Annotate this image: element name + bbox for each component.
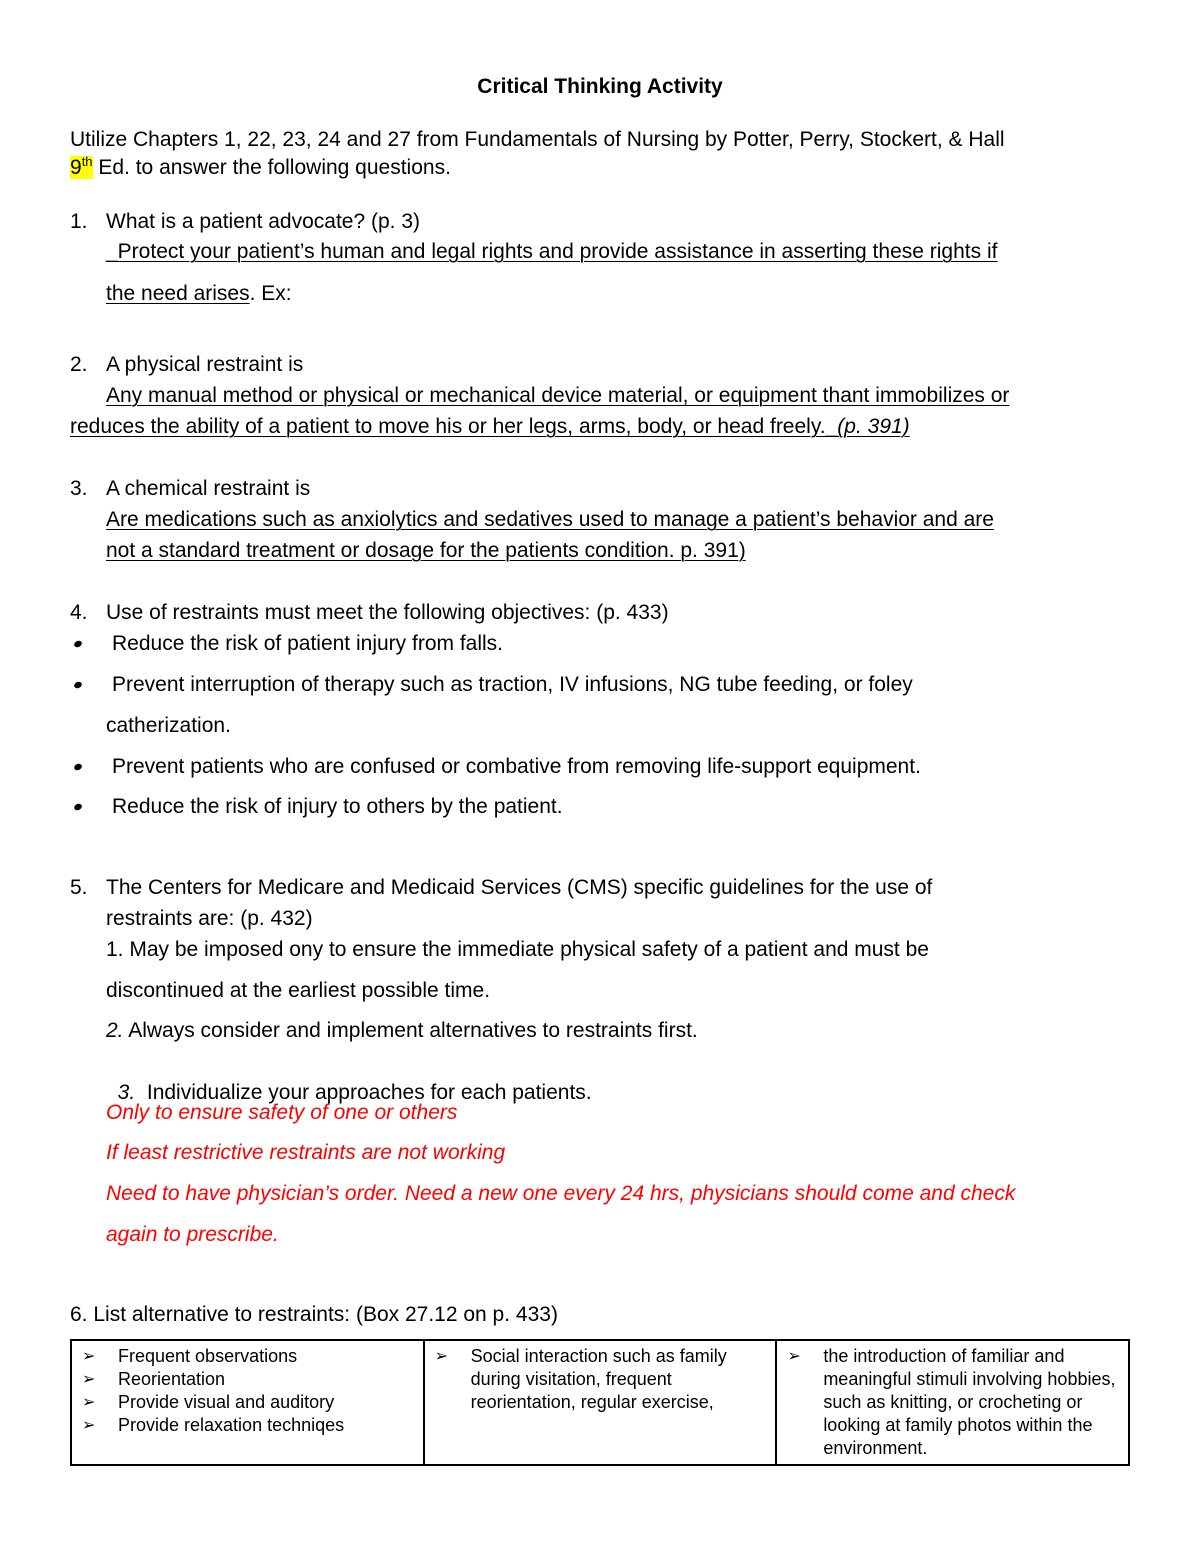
q3-answer-line-2: not a standard treatment or dosage for the patients condition. p. 391) (106, 539, 746, 562)
list-item: ➢ Frequent observations (82, 1346, 298, 1366)
intro-line-2: 9th Ed. to answer the following questions. (70, 154, 451, 179)
q1-answer-line-1: _Protect your patient’s human and legal rights and provide assistance in asserting these rights if (106, 240, 998, 263)
arrow-bullet-icon: ➢ (82, 1371, 96, 1388)
q2-answer-line-1: Any manual method or physical or mechanical device material, or equipment thant immobilizes or (106, 384, 1010, 407)
q2-number: 2. (70, 353, 88, 376)
q4-number: 4. (70, 601, 88, 624)
edition-highlight: 9th (70, 154, 93, 179)
q4-bullet: Prevent interruption of therapy such as traction, IV infusions, NG tube feeding, or foley (112, 673, 913, 696)
intro-line-1: Utilize Chapters 1, 22, 23, 24 and 27 from Fundamentals of Nursing by Potter, Perry, Stockert, & Hall (70, 128, 1005, 151)
q5-number: 5. (70, 876, 88, 899)
q5-note: If least restrictive restraints are not working (106, 1141, 506, 1164)
arrow-bullet-icon: ➢ (434, 1348, 449, 1365)
q4-question: Use of restraints must meet the following objectives: (p. 433) (106, 601, 669, 624)
table-cell (71, 1340, 424, 1465)
q2-question: A physical restraint is (106, 353, 304, 376)
table-cell (424, 1340, 777, 1465)
q5-item-1-line-2: discontinued at the earliest possible time. (106, 979, 491, 1002)
q5-item-1-line-1: 1. May be imposed ony to ensure the immediate physical safety of a patient and must be (106, 938, 929, 961)
q4-bullet: Reduce the risk of injury to others by the patient. (112, 795, 563, 818)
alternatives-table (70, 1339, 1130, 1466)
arrow-bullet-icon: ➢ (82, 1394, 96, 1411)
list-item: ➢ Social interaction such as family during visitation, frequent reorientation, regular exercise, (434, 1346, 727, 1412)
q1-number: 1. (70, 210, 88, 233)
bullet-icon (73, 640, 83, 649)
list-item: ➢ Reorientation (82, 1369, 226, 1389)
q5-item-3: 3. Individualize your approaches for each patients. (117, 1081, 592, 1104)
table-cell (776, 1340, 1129, 1465)
list-item: ➢ Provide relaxation techniqes (82, 1415, 345, 1435)
q4-bullet-continuation: catherization. (106, 714, 231, 737)
q1-answer-line-2: the need arises. Ex: (106, 282, 292, 305)
q3-question: A chemical restraint is (106, 477, 311, 500)
q5-item-2: 2. Always consider and implement alternatives to restraints first. (106, 1019, 698, 1042)
bullet-icon (73, 763, 83, 772)
q2-answer-line-2: reduces the ability of a patient to move his or her legs, arms, body, or head freely._(p. 391) (70, 415, 910, 438)
list-item: ➢ Provide visual and auditory (82, 1392, 335, 1412)
arrow-bullet-icon: ➢ (82, 1417, 96, 1434)
q6-label: 6. List alternative to restraints: (Box 27.12 on p. 433) (70, 1303, 558, 1326)
q4-bullet: Prevent patients who are confused or combative from removing life-support equipment. (112, 755, 921, 778)
q3-answer-line-1: Are medications such as anxiolytics and sedatives used to manage a patient’s behavior and are (106, 508, 994, 531)
q5-note: Need to have physician’s order. Need a new one every 24 hrs, physicians should come and check (106, 1182, 1016, 1205)
q1-question: What is a patient advocate? (p. 3) (106, 210, 421, 233)
page-title: Critical Thinking Activity (477, 75, 723, 98)
table-row (71, 1340, 1129, 1465)
q4-bullet: Reduce the risk of patient injury from falls. (112, 632, 504, 655)
bullet-icon (73, 681, 83, 690)
arrow-bullet-icon: ➢ (82, 1348, 96, 1365)
q5-note: Only to ensure safety of one or others (106, 1101, 458, 1124)
q5-question-line-2: restraints are: (p. 432) (106, 907, 313, 930)
arrow-bullet-icon: ➢ (787, 1348, 801, 1365)
list-item: ➢ the introduction of familiar and meaningful stimuli involving hobbies, such as knitting, or crocheting or looking at family photos within the environment. (787, 1346, 1116, 1458)
q5-question-line-1: The Centers for Medicare and Medicaid Services (CMS) specific guidelines for the use of (106, 876, 933, 899)
bullet-icon (73, 803, 83, 812)
q3-number: 3. (70, 477, 88, 500)
q5-note: again to prescribe. (106, 1223, 279, 1246)
